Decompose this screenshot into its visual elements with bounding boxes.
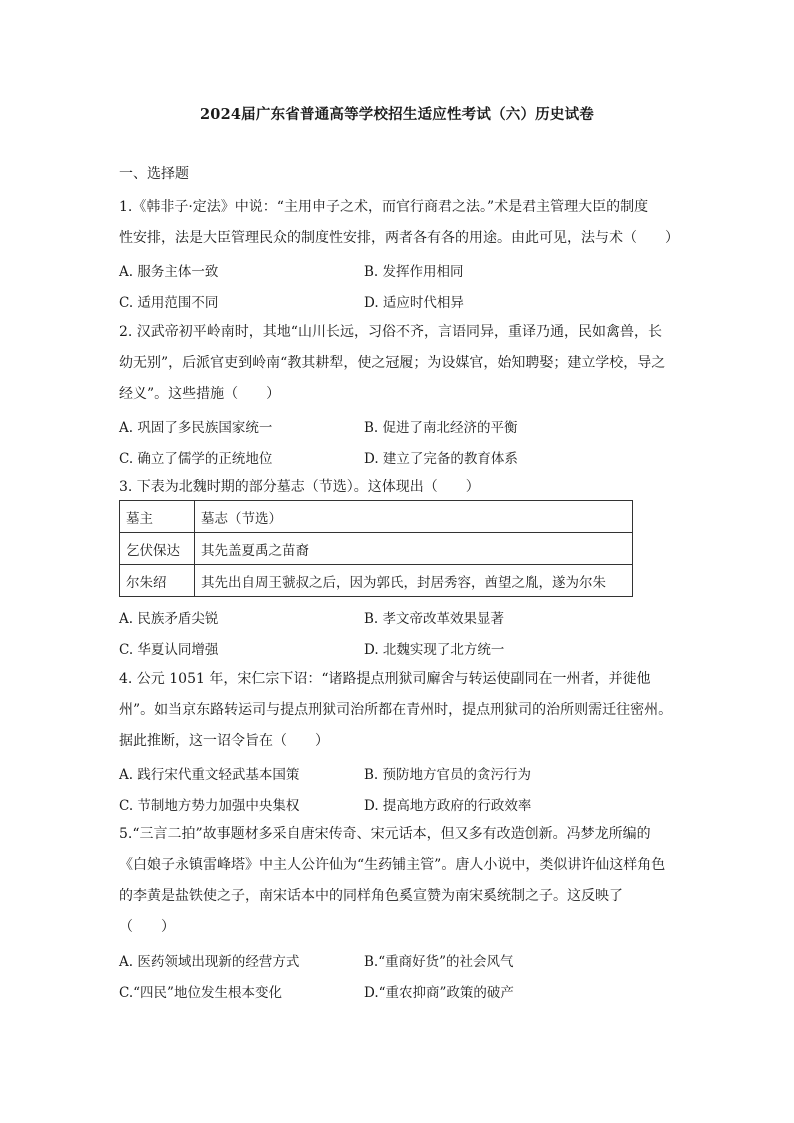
question-1-option-b: B. 发挥作用相同 (364, 264, 464, 280)
question-4-line-3: 据此推断，这一诏令旨在（ ） (119, 733, 329, 749)
question-2-line-2: 幼无别”，后派官吏到岭南“教其耕犁，使之冠履；为设媒官，始知聘娶；建立学校，导之 (119, 355, 666, 371)
question-5-option-d: D.“重农抑商”政策的破产 (364, 985, 514, 1001)
question-1-option-d: D. 适应时代相异 (364, 295, 464, 311)
question-5-option-a: A. 医药领域出现新的经营方式 (119, 954, 300, 970)
question-1-option-c: C. 适用范围不同 (119, 295, 219, 311)
question-3-option-b: B. 孝文帝改革效果显著 (364, 611, 505, 627)
table-row (120, 533, 633, 565)
exam-title: 2024届广东省普通高等学校招生适应性考试（六）历史试卷 (200, 106, 594, 123)
question-5-option-b: B.“重商好货”的社会风气 (364, 954, 514, 970)
question-2-option-a: A. 巩固了多民族国家统一 (119, 420, 273, 436)
table-header-cell: 墓志（节选） (195, 501, 633, 533)
table-cell: 乞伏保达 (120, 533, 195, 565)
question-5-line-2: 《白娘子永镇雷峰塔》中主人公许仙为“生药铺主管”。唐人小说中，类似讲许仙这样角色 (119, 857, 666, 873)
table-header-cell: 墓主 (120, 501, 195, 533)
question-2-line-3: 经义”。这些措施（ ） (119, 386, 281, 402)
question-3-option-c: C. 华夏认同增强 (119, 642, 219, 658)
question-2-option-c: C. 确立了儒学的正统地位 (119, 451, 273, 467)
question-4-line-2: 州”。如当京东路转运司与提点刑狱司治所都在青州时，提点刑狱司的治所则需迁往密州。 (119, 702, 673, 718)
question-2-option-d: D. 建立了完备的教育体系 (364, 451, 518, 467)
epitaph-table (119, 500, 633, 597)
table-header-row (120, 501, 633, 533)
question-1-line-1: 1.《韩非子·定法》中说：“主用申子之术，而官行商君之法。”术是君主管理大臣的制度 (119, 199, 649, 215)
question-4-option-a: A. 践行宋代重文轻武基本国策 (119, 767, 300, 783)
table-cell: 其先盖夏禹之苗裔 (195, 533, 633, 565)
table-cell: 其先出自周王虢叔之后，因为郭氏，封居秀容，酋望之胤，遂为尔朱 (195, 565, 633, 597)
question-5-line-3: 的李黄是盐铁使之子，南宋话本中的同样角色奚宣赞为南宋奚统制之子。这反映了 (119, 888, 623, 904)
question-2-option-b: B. 促进了南北经济的平衡 (364, 420, 518, 436)
question-1-line-2: 性安排，法是大臣管理民众的制度性安排，两者各有各的用途。由此可见，法与术（ ） (119, 230, 679, 246)
question-3-line-1: 3. 下表为北魏时期的部分墓志（节选）。这体现出（ ） (119, 479, 480, 495)
question-1-option-a: A. 服务主体一致 (119, 264, 219, 280)
question-4-option-b: B. 预防地方官员的贪污行为 (364, 767, 532, 783)
question-2-line-1: 2. 汉武帝初平岭南时，其地“山川长远，习俗不齐，言语同异，重译乃通，民如禽兽，长 (119, 324, 662, 340)
section-heading: 一、选择题 (119, 166, 189, 182)
question-4-option-d: D. 提高地方政府的行政效率 (364, 798, 532, 814)
question-4-line-1: 4. 公元 1051 年，宋仁宗下诏：“诸路提点刑狱司廨舍与转运使副同在一州者，并徙他 (119, 671, 651, 687)
table-row (120, 565, 633, 597)
table-cell: 尔朱绍 (120, 565, 195, 597)
question-5-option-c: C.“四民”地位发生根本变化 (119, 985, 282, 1001)
question-3-option-d: D. 北魏实现了北方统一 (364, 642, 505, 658)
question-4-option-c: C. 节制地方势力加强中央集权 (119, 798, 300, 814)
question-3-option-a: A. 民族矛盾尖锐 (119, 611, 219, 627)
question-5-line-4: （ ） (119, 919, 175, 935)
question-5-line-1: 5.“三言二拍”故事题材多采自唐宋传奇、宋元话本，但又多有改造创新。冯梦龙所编的 (119, 826, 651, 842)
